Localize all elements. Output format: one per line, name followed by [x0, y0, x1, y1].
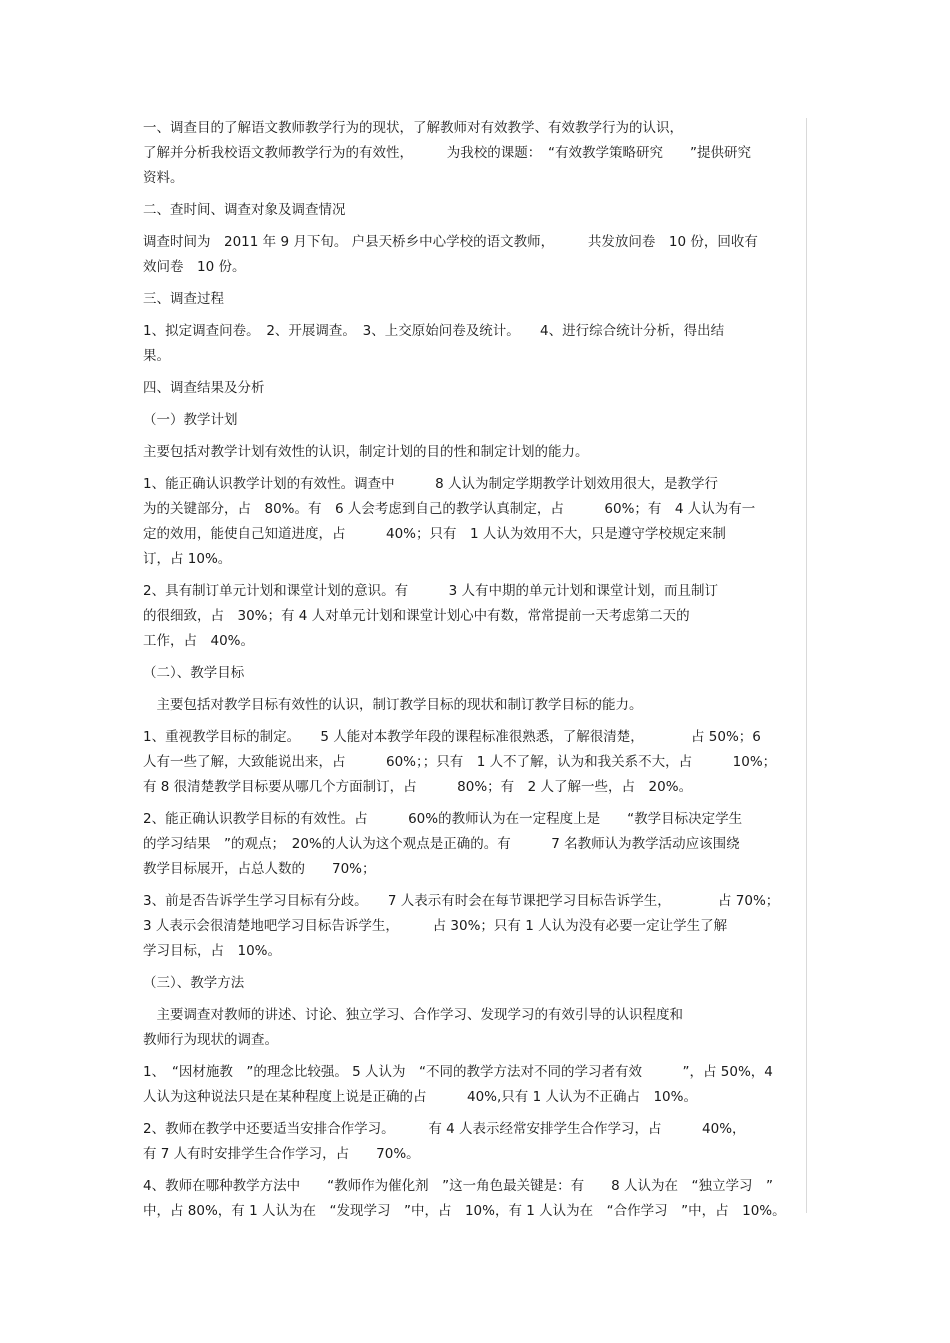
text-line: （一）教学计划 [143, 412, 238, 428]
text-line: 2、能正确认识教学目标的有效性。占 60%的教师认为在一定程度上是 “教学目标决定学生 [143, 811, 743, 827]
text-line: 教师行为现状的调查。 [143, 1032, 278, 1048]
paragraph-sub-2-item-3 [143, 889, 811, 964]
text-line: 1、能正确认识教学计划的有效性。调查中 8 人认为制定学期教学计划效用很大，是教学行 [143, 476, 718, 492]
paragraph-survey-info [143, 230, 811, 280]
text-line: 的很细致，占 30%；有 4 人对单元计划和课堂计划心中有数，常常提前一天考虑第二天的 [143, 608, 690, 624]
text-line: 有 7 人有时安排学生合作学习，占 70%。 [143, 1146, 420, 1162]
paragraph-section-3-title [143, 287, 811, 312]
text-line: 定的效用，能使自己知道进度，占 40%；只有 1 人认为效用不大，只是遵守学校规定来制 [143, 526, 726, 542]
paragraph-sub-3-item-4 [143, 1174, 811, 1224]
text-line: 四、调查结果及分析 [143, 380, 265, 396]
text-line: 调查时间为 2011 年 9 月下旬。 户县天桥乡中心学校的语文教师， 共发放问卷 10 份，回收有 [143, 234, 758, 250]
text-line: 1、重视教学目标的制定。 5 人能对本教学年段的课程标准很熟悉，了解很清楚， 占 50%；6 [143, 729, 761, 745]
text-line: 教学目标展开，占总人数的 70%； [143, 861, 376, 877]
text-line: 果。 [143, 348, 170, 364]
text-line: 工作，占 40%。 [143, 633, 255, 649]
paragraph-sub-3-item-2 [143, 1117, 811, 1167]
text-line: 二、查时间、调查对象及调查情况 [143, 202, 346, 218]
paragraph-sub-2-item-2 [143, 807, 811, 882]
text-line: 人认为这种说法只是在某种程度上说是正确的占 40%,只有 1 人认为不正确占 10%。 [143, 1089, 697, 1105]
paragraph-section-2-title [143, 198, 811, 223]
text-line: 效问卷 10 份。 [143, 259, 246, 275]
text-line: 资料。 [143, 170, 184, 186]
paragraph-sub-2-title [143, 661, 811, 686]
text-line: 3 人表示会很清楚地吧学习目标告诉学生， 占 30%；只有 1 人认为没有必要一定让学生了解 [143, 918, 728, 934]
text-line: 2、具有制订单元计划和课堂计划的意识。有 3 人有中期的单元计划和课堂计划，而且制订 [143, 583, 718, 599]
text-line: 人有一些了解，大致能说出来，占 60%；；只有 1 人不了解，认为和我关系不大，占 10%； [143, 754, 777, 770]
text-line: 2、教师在教学中还要适当安排合作学习。 有 4 人表示经常安排学生合作学习，占 40%， [143, 1121, 746, 1137]
paragraph-sub-1-item-1 [143, 472, 811, 572]
paragraph-sub-3-item-1 [143, 1060, 811, 1110]
text-line: 三、调查过程 [143, 291, 224, 307]
document-body [143, 116, 811, 1231]
text-line: （二）、教学目标 [143, 665, 245, 681]
paragraph-sub-1-intro [143, 440, 811, 465]
text-line: 学习目标，占 10%。 [143, 943, 282, 959]
paragraph-sub-1-item-2 [143, 579, 811, 654]
paragraph-sub-2-item-1 [143, 725, 811, 800]
text-line: 主要包括对教学目标有效性的认识，制订教学目标的现状和制订教学目标的能力。 [143, 697, 643, 713]
text-line: 1、拟定调查问卷。 2、开展调查。 3、上交原始问卷及统计。 4、进行综合统计分析，得出结 [143, 323, 725, 339]
text-line: 中，占 80%，有 1 人认为在 “发现学习 ”中，占 10%，有 1 人认为在 “合作学习 ”中，占 10%。 [143, 1203, 786, 1219]
paragraph-process-steps [143, 319, 811, 369]
text-line: 的学习结果 ”的观点； 20%的人认为这个观点是正确的。有 7 名教师认为教学活动应该围绕 [143, 836, 740, 852]
paragraph-sub-3-title [143, 971, 811, 996]
text-line: 4、教师在哪种教学方法中 “教师作为催化剂 ”这一角色最关键是：有 8 人认为在 “独立学习 ” [143, 1178, 773, 1194]
text-line: 1、 “因材施教 ”的理念比较强。 5 人认为 “不同的教学方法对不同的学习者有效 ”，占 50%，4 [143, 1064, 773, 1080]
text-line: 订，占 10%。 [143, 551, 232, 567]
text-line: 主要调查对教师的讲述、讨论、独立学习、合作学习、发现学习的有效引导的认识程度和 [143, 1007, 683, 1023]
paragraph-section-4-title [143, 376, 811, 401]
paragraph-sub-1-title [143, 408, 811, 433]
paragraph-purpose [143, 116, 811, 191]
text-line: 一、调查目的了解语文教师教学行为的现状，了解教师对有效教学、有效教学行为的认识， [143, 120, 683, 136]
text-line: 主要包括对教学计划有效性的认识，制定计划的目的性和制定计划的能力。 [143, 444, 589, 460]
text-line: 了解并分析我校语文教师教学行为的有效性， 为我校的课题： “有效教学策略研究 ”提供研究 [143, 145, 751, 161]
text-line: 3、前是否告诉学生学习目标有分歧。 7 人表示有时会在每节课把学习目标告诉学生， 占 70%； [143, 893, 780, 909]
text-line: （三）、教学方法 [143, 975, 245, 991]
paragraph-sub-2-intro [143, 693, 811, 718]
text-line: 有 8 很清楚教学目标要从哪几个方面制订，占 80%；有 2 人了解一些，占 20%。 [143, 779, 693, 795]
text-line: 为的关键部分，占 80%。有 6 人会考虑到自己的教学认真制定，占 60%；有 4 人认为有一 [143, 501, 756, 517]
paragraph-sub-3-intro [143, 1003, 811, 1053]
